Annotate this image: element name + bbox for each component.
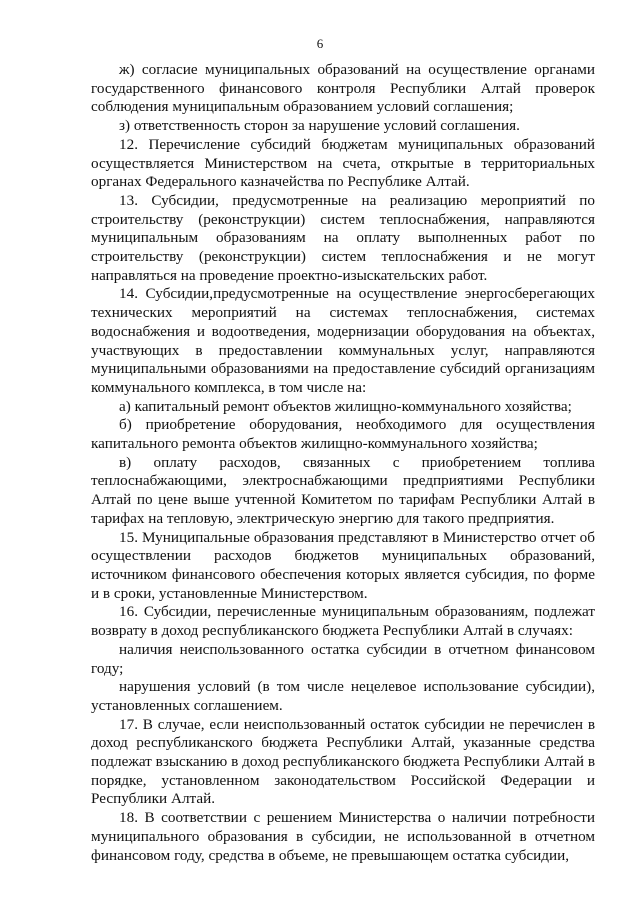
paragraph-17: 17. В случае, если неиспользованный остаток субсидии не перечислен в доход республиканского бюджета Республики Алтай, указанные средства подлежат взысканию в доход республиканского бюджета Республики Алтай в порядке, установленном законодательством Российской Федерации и Республики Алтай. xyxy=(91,715,595,808)
paragraph-13: 13. Субсидии, предусмотренные на реализацию мероприятий по строительству (реконструкции) систем теплоснабжения, направляются муниципальным образованиям на оплату выполненных работ по строительству (реконструкции) систем теплоснабжения и не могут направляться на проведение проектно-изыскательских работ. xyxy=(91,191,595,284)
paragraph-14: 14. Субсидии,предусмотренные на осуществление энергосберегающих технических мероприятий на системах теплоснабжения, системах водоснабжения и водоотведения, модернизации оборудования на объектах, участвующих в предоставлении коммунальных услуг, направляются муниципальными образованиями на предоставление субсидий организациям коммунального комплекса, в том числе на: xyxy=(91,285,595,396)
paragraph-item-zh: ж) согласие муниципальных образований на осуществление органами государственного финансового контроля Республики Алтай проверок соблюдения муниципальным образованием условий соглашения; xyxy=(91,61,595,116)
paragraph-16-case-1: наличия неиспользованного остатка субсидии в отчетном финансовом году; xyxy=(91,640,595,677)
document-body xyxy=(91,61,595,865)
page-number: 6 xyxy=(316,36,324,51)
paragraph-16: 16. Субсидии, перечисленные муниципальным образованиям, подлежат возврату в доход республиканского бюджета Республики Алтай в случаях: xyxy=(91,603,595,640)
paragraph-14-item-v: в) оплату расходов, связанных с приобретением топлива теплоснабжающими, электроснабжающими предприятиями Республики Алтай по цене выше учтенной Комитетом по тарифам Республики Алтай в тарифах на тепловую, электрическую энергию для такого предприятия. xyxy=(91,453,595,527)
paragraph-14-item-b: б) приобретение оборудования, необходимого для осуществления капитального ремонта объектов жилищно-коммунального хозяйства; xyxy=(91,416,595,453)
paragraph-16-case-2: нарушения условий (в том числе нецелевое использование субсидии), установленных соглашением. xyxy=(91,678,595,714)
paragraph-14-item-a: а) капитальный ремонт объектов жилищно-коммунального хозяйства; xyxy=(119,397,572,415)
paragraph-12: 12. Перечисление субсидий бюджетам муниципальных образований осуществляется Министерством на счета, открытые в территориальных органах Федерального казначейства по Республике Алтай. xyxy=(91,135,595,191)
paragraph-18: 18. В соответствии с решением Министерства о наличии потребности муниципального образования в субсидии, не использованной в отчетном финансовом году, средства в объеме, не превышающем остатка субсидии, xyxy=(91,809,595,864)
paragraph-15: 15. Муниципальные образования представляют в Министерство отчет об осуществлении расходов бюджетов муниципальных образований, источником финансового обеспечения которых является субсидия, по форме и в сроки, установленные Министерством. xyxy=(91,528,595,602)
paragraph-item-z: з) ответственность сторон за нарушение условий соглашения. xyxy=(119,117,520,135)
